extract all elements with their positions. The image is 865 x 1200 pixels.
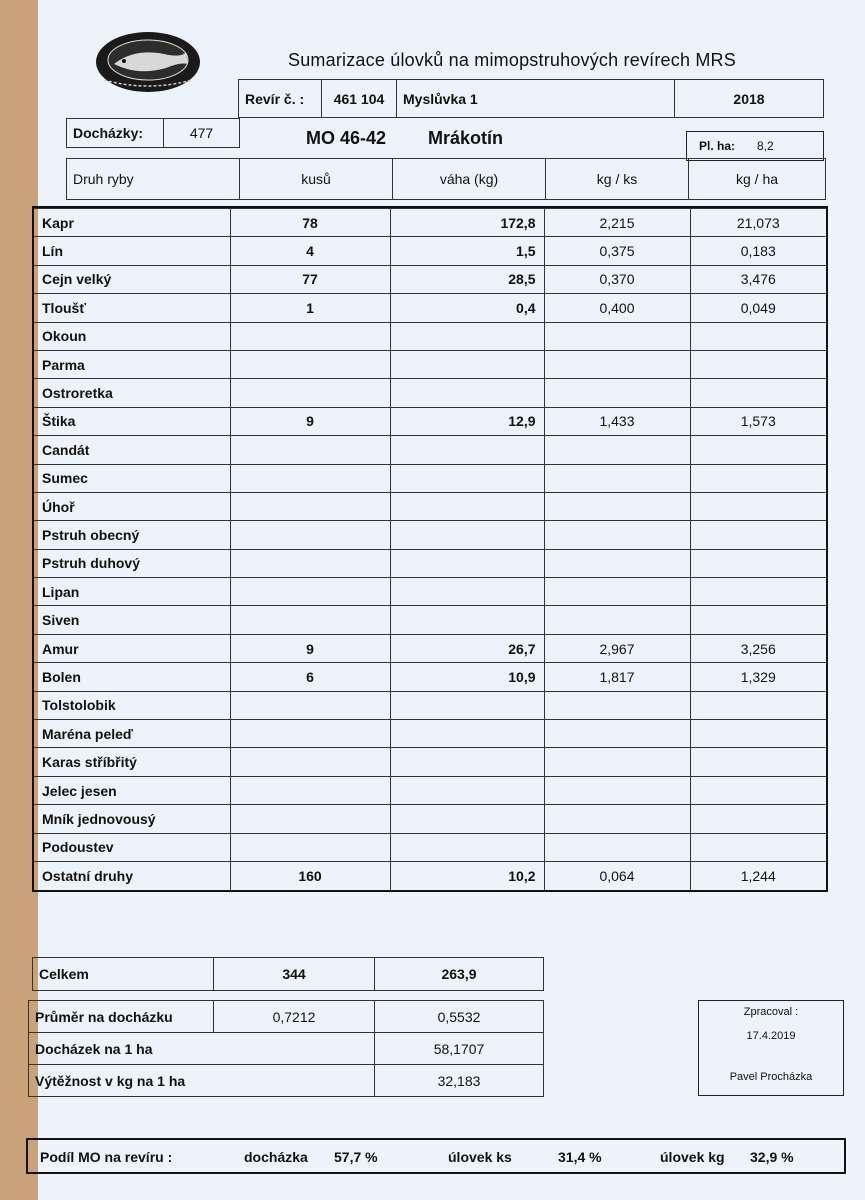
weight-cell	[390, 691, 544, 719]
table-row	[34, 578, 826, 606]
totals-count: 344	[214, 958, 375, 991]
weight-cell	[390, 379, 544, 407]
kg-per-ha-cell	[690, 379, 826, 407]
weight-cell	[390, 833, 544, 861]
kg-per-piece-cell: 1,817	[544, 663, 690, 691]
species-name: Úhoř	[34, 492, 230, 520]
weight-cell	[390, 322, 544, 350]
weight-cell: 0,4	[390, 294, 544, 322]
share-bar	[26, 1138, 846, 1174]
count-cell: 4	[230, 237, 390, 265]
species-name: Candát	[34, 436, 230, 464]
processed-box	[698, 1000, 844, 1096]
year: 2018	[675, 80, 824, 118]
revir-name: Myslůvka 1	[397, 80, 675, 118]
species-name: Pstruh obecný	[34, 521, 230, 549]
kg-per-piece-cell	[544, 776, 690, 804]
revir-number: 461 104	[322, 80, 397, 118]
kg-per-piece-cell: 0,370	[544, 265, 690, 293]
share-count-label: úlovek ks	[448, 1149, 512, 1165]
stat-avg-count: 0,7212	[214, 1001, 375, 1033]
count-cell: 160	[230, 861, 390, 889]
kg-per-piece-cell: 2,215	[544, 209, 690, 237]
kg-per-piece-cell	[544, 805, 690, 833]
table-row	[34, 265, 826, 293]
species-name: Pstruh duhový	[34, 549, 230, 577]
weight-cell: 28,5	[390, 265, 544, 293]
revir-label: Revír č. :	[239, 80, 322, 118]
kg-per-ha-cell	[690, 805, 826, 833]
table-row	[34, 209, 826, 237]
share-dochazka-value: 57,7 %	[334, 1149, 378, 1165]
weight-cell	[390, 464, 544, 492]
kg-per-piece-cell	[544, 833, 690, 861]
kg-per-ha-cell	[690, 776, 826, 804]
kg-per-piece-cell	[544, 578, 690, 606]
stat-yield-value: 32,183	[375, 1065, 544, 1097]
kg-per-ha-cell	[690, 549, 826, 577]
table-row	[34, 833, 826, 861]
col-header-kg-per-piece: kg / ks	[546, 159, 689, 200]
kg-per-ha-cell	[690, 748, 826, 776]
weight-cell	[390, 805, 544, 833]
kg-per-ha-cell	[690, 464, 826, 492]
species-name: Lín	[34, 237, 230, 265]
kg-per-ha-cell: 0,183	[690, 237, 826, 265]
share-label: Podíl MO na revíru :	[40, 1149, 173, 1165]
species-name: Lipan	[34, 578, 230, 606]
weight-cell	[390, 549, 544, 577]
kg-per-ha-cell	[690, 322, 826, 350]
count-cell	[230, 379, 390, 407]
mrs-fish-logo	[94, 30, 202, 94]
kg-per-ha-cell	[690, 521, 826, 549]
processed-name: Pavel Procházka	[729, 1071, 813, 1083]
kg-per-ha-cell: 0,049	[690, 294, 826, 322]
table-row	[34, 322, 826, 350]
kg-per-piece-cell	[544, 464, 690, 492]
kg-per-piece-cell: 0,064	[544, 861, 690, 889]
weight-cell	[390, 606, 544, 634]
plocha-box	[686, 131, 824, 161]
table-row	[34, 634, 826, 662]
species-name: Bolen	[34, 663, 230, 691]
count-cell	[230, 833, 390, 861]
species-name: Ostatní druhy	[34, 861, 230, 889]
weight-cell	[390, 436, 544, 464]
species-name: Štika	[34, 407, 230, 435]
weight-cell: 12,9	[390, 407, 544, 435]
weight-cell	[390, 492, 544, 520]
table-row	[34, 350, 826, 378]
kg-per-piece-cell	[544, 436, 690, 464]
count-cell: 77	[230, 265, 390, 293]
totals-weight: 263,9	[375, 958, 544, 991]
species-name: Cejn velký	[34, 265, 230, 293]
kg-per-piece-cell	[544, 379, 690, 407]
totals-label: Celkem	[33, 958, 214, 991]
kg-per-ha-cell: 3,256	[690, 634, 826, 662]
table-row	[34, 549, 826, 577]
kg-per-ha-cell: 1,329	[690, 663, 826, 691]
kg-per-ha-cell	[690, 606, 826, 634]
table-row	[34, 379, 826, 407]
kg-per-ha-cell: 1,573	[690, 407, 826, 435]
count-cell	[230, 805, 390, 833]
weight-cell: 10,9	[390, 663, 544, 691]
count-cell	[230, 492, 390, 520]
kg-per-piece-cell	[544, 521, 690, 549]
count-cell	[230, 748, 390, 776]
table-row	[34, 606, 826, 634]
count-cell: 1	[230, 294, 390, 322]
kg-per-ha-cell: 1,244	[690, 861, 826, 889]
share-count-value: 31,4 %	[558, 1149, 602, 1165]
species-name: Kapr	[34, 209, 230, 237]
count-cell	[230, 436, 390, 464]
stat-avg-weight: 0,5532	[375, 1001, 544, 1033]
table-row	[34, 691, 826, 719]
share-weight-label: úlovek kg	[660, 1149, 725, 1165]
table-row	[34, 663, 826, 691]
kg-per-ha-cell	[690, 436, 826, 464]
stat-avg-label: Průměr na docházku	[29, 1001, 214, 1033]
count-cell	[230, 578, 390, 606]
kg-per-piece-cell: 0,375	[544, 237, 690, 265]
kg-per-piece-cell: 1,433	[544, 407, 690, 435]
table-row	[34, 237, 826, 265]
count-cell: 78	[230, 209, 390, 237]
kg-per-piece-cell: 2,967	[544, 634, 690, 662]
table-row	[34, 521, 826, 549]
kg-per-piece-cell	[544, 549, 690, 577]
col-header-count: kusů	[240, 159, 393, 200]
plocha-value: 8,2	[757, 139, 774, 153]
weight-cell: 1,5	[390, 237, 544, 265]
species-name: Siven	[34, 606, 230, 634]
totals-table	[32, 957, 544, 991]
share-dochazka-label: docházka	[244, 1149, 308, 1165]
table-row	[34, 407, 826, 435]
count-cell: 6	[230, 663, 390, 691]
kg-per-piece-cell	[544, 748, 690, 776]
kg-per-piece-cell	[544, 350, 690, 378]
stat-visits-value: 58,1707	[375, 1033, 544, 1065]
kg-per-piece-cell	[544, 492, 690, 520]
kg-per-ha-cell	[690, 492, 826, 520]
catch-table	[32, 206, 828, 892]
share-weight-value: 32,9 %	[750, 1149, 794, 1165]
species-name: Sumec	[34, 464, 230, 492]
dochazky-box	[66, 118, 240, 148]
weight-cell	[390, 350, 544, 378]
weight-cell	[390, 748, 544, 776]
table-row	[34, 720, 826, 748]
plocha-label: Pl. ha:	[699, 139, 736, 153]
table-row	[34, 776, 826, 804]
count-cell: 9	[230, 407, 390, 435]
kg-per-ha-cell	[690, 720, 826, 748]
count-cell	[230, 521, 390, 549]
kg-per-piece-cell	[544, 720, 690, 748]
table-row	[34, 861, 826, 889]
species-name: Jelec jesen	[34, 776, 230, 804]
stat-visits-label: Docházek na 1 ha	[29, 1033, 375, 1065]
kg-per-piece-cell	[544, 691, 690, 719]
dochazky-label: Docházky:	[67, 119, 164, 148]
count-cell	[230, 776, 390, 804]
col-header-species: Druh ryby	[67, 159, 240, 200]
table-row	[34, 805, 826, 833]
count-cell	[230, 464, 390, 492]
column-header-row	[66, 158, 826, 200]
species-name: Maréna peleď	[34, 720, 230, 748]
count-cell	[230, 350, 390, 378]
kg-per-piece-cell	[544, 322, 690, 350]
col-header-kg-per-ha: kg / ha	[689, 159, 826, 200]
kg-per-ha-cell: 21,073	[690, 209, 826, 237]
kg-per-ha-cell	[690, 578, 826, 606]
count-cell	[230, 691, 390, 719]
species-name: Mník jednovousý	[34, 805, 230, 833]
count-cell	[230, 720, 390, 748]
kg-per-ha-cell: 3,476	[690, 265, 826, 293]
stat-yield-label: Výtěžnost v kg na 1 ha	[29, 1065, 375, 1097]
species-name: Tloušť	[34, 294, 230, 322]
stats-table	[28, 1000, 544, 1097]
table-row	[34, 294, 826, 322]
table-row	[34, 748, 826, 776]
species-name: Tolstolobik	[34, 691, 230, 719]
table-row	[34, 492, 826, 520]
dochazky-value: 477	[164, 119, 240, 148]
kg-per-piece-cell: 0,400	[544, 294, 690, 322]
weight-cell	[390, 521, 544, 549]
kg-per-piece-cell	[544, 606, 690, 634]
weight-cell	[390, 776, 544, 804]
species-name: Karas stříbřitý	[34, 748, 230, 776]
mo-name: Mrákotín	[428, 128, 504, 148]
species-name: Ostroretka	[34, 379, 230, 407]
table-row	[34, 464, 826, 492]
kg-per-ha-cell	[690, 691, 826, 719]
weight-cell: 172,8	[390, 209, 544, 237]
kg-per-ha-cell	[690, 350, 826, 378]
species-name: Parma	[34, 350, 230, 378]
table-row	[34, 436, 826, 464]
count-cell	[230, 549, 390, 577]
species-name: Podoustev	[34, 833, 230, 861]
document-title: Sumarizace úlovků na mimopstruhových revírech MRS	[288, 50, 736, 70]
weight-cell: 26,7	[390, 634, 544, 662]
weight-cell: 10,2	[390, 861, 544, 889]
col-header-weight: váha (kg)	[393, 159, 546, 200]
weight-cell	[390, 720, 544, 748]
count-cell	[230, 322, 390, 350]
kg-per-ha-cell	[690, 833, 826, 861]
processed-label: Zpracoval :	[743, 1006, 799, 1018]
species-name: Okoun	[34, 322, 230, 350]
mo-code: MO 46-42	[306, 128, 387, 148]
weight-cell	[390, 578, 544, 606]
revir-header-table	[238, 79, 824, 118]
count-cell	[230, 606, 390, 634]
processed-date: 17.4.2019	[746, 1030, 796, 1042]
count-cell: 9	[230, 634, 390, 662]
species-name: Amur	[34, 634, 230, 662]
